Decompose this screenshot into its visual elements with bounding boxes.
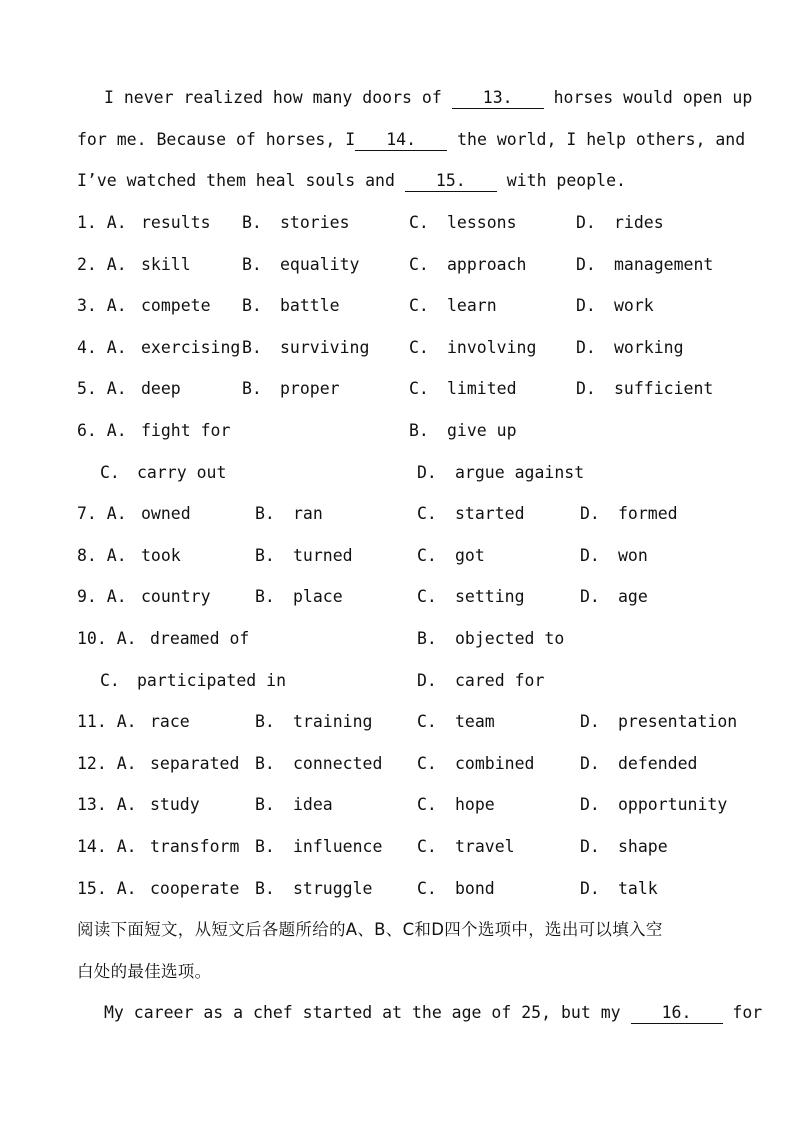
option-d: won [618, 546, 648, 565]
option-d: management [614, 255, 714, 274]
option-d: defended [618, 754, 698, 773]
passage1-line3 [77, 171, 626, 192]
option-d-label: D. [576, 338, 596, 357]
passage1-line1 [104, 88, 752, 109]
passage1-text: with people. [496, 171, 626, 190]
option-c: participated in [137, 671, 287, 690]
option-d-label: D. [580, 837, 600, 856]
passage2-text: for [722, 1003, 763, 1022]
option-d-label: D. [580, 754, 600, 773]
option-b: give up [447, 421, 517, 440]
option-c-label: C. [409, 338, 429, 357]
option-d-label: D. [580, 712, 600, 731]
option-d: sufficient [614, 379, 714, 398]
option-d: work [614, 296, 654, 315]
question-number: 2. A. [77, 255, 127, 274]
option-b-label: B. [255, 504, 275, 523]
option-b: connected [293, 754, 383, 773]
option-b-label: B. [417, 629, 437, 648]
option-d: cared for [455, 671, 545, 690]
option-c-label: C. [100, 463, 120, 482]
option-b-label: B. [242, 213, 262, 232]
option-c: involving [447, 338, 537, 357]
option-d-label: D. [576, 255, 596, 274]
option-d-label: D. [580, 795, 600, 814]
question-number: 10. A. [77, 629, 137, 648]
option-d-label: D. [580, 879, 600, 898]
option-c: carry out [137, 463, 227, 482]
question-number: 1. A. [77, 213, 127, 232]
option-b-label: B. [242, 379, 262, 398]
option-b-label: B. [255, 587, 275, 606]
option-d-label: D. [580, 504, 600, 523]
option-c-label: C. [417, 754, 437, 773]
question-number: 13. A. [77, 795, 137, 814]
option-b: influence [293, 837, 383, 856]
option-b: stories [280, 213, 350, 232]
option-d: rides [614, 213, 664, 232]
option-a: took [141, 546, 181, 565]
option-c-label: C. [417, 879, 437, 898]
question-number: 6. A. [77, 421, 127, 440]
option-d-label: D. [576, 379, 596, 398]
option-b: struggle [293, 879, 373, 898]
question-number: 9. A. [77, 587, 127, 606]
option-c: approach [447, 255, 527, 274]
option-d: opportunity [618, 795, 728, 814]
option-c: lessons [447, 213, 517, 232]
option-d-label: D. [580, 546, 600, 565]
blank-14: 14. [355, 130, 447, 151]
option-b: battle [280, 296, 340, 315]
option-d: shape [618, 837, 668, 856]
option-c-label: C. [409, 379, 429, 398]
instruction-line1: 阅读下面短文，从短文后各题所给的A、B、C和D四个选项中，选出可以填入空 [77, 920, 663, 939]
option-d: working [614, 338, 684, 357]
option-b: training [293, 712, 373, 731]
passage2-line1 [104, 1003, 762, 1024]
option-c: limited [447, 379, 517, 398]
option-b: ran [293, 504, 323, 523]
option-c: got [455, 546, 485, 565]
option-d: formed [618, 504, 678, 523]
question-number: 12. A. [77, 754, 137, 773]
option-c: hope [455, 795, 495, 814]
option-c-label: C. [409, 255, 429, 274]
passage1-text: I’ve watched them heal souls and [77, 171, 405, 190]
passage2-text: My career as a chef started at the age of 25, but my [104, 1003, 631, 1022]
option-c-label: C. [417, 546, 437, 565]
option-c-label: C. [417, 837, 437, 856]
option-c: setting [455, 587, 525, 606]
option-c-label: C. [100, 671, 120, 690]
blank-15: 15. [405, 171, 497, 192]
option-b: turned [293, 546, 353, 565]
option-a: compete [141, 296, 211, 315]
option-d: age [618, 587, 648, 606]
option-a: transform [150, 837, 240, 856]
option-a: skill [141, 255, 191, 274]
option-c-label: C. [417, 795, 437, 814]
option-d-label: D. [576, 213, 596, 232]
option-b: idea [293, 795, 333, 814]
option-c-label: C. [409, 213, 429, 232]
question-number: 5. A. [77, 379, 127, 398]
option-c: travel [455, 837, 515, 856]
blank-16: 16. [631, 1003, 723, 1024]
option-c-label: C. [417, 504, 437, 523]
option-a: exercising [141, 338, 241, 357]
option-b: proper [280, 379, 340, 398]
option-b-label: B. [255, 754, 275, 773]
option-b-label: B. [242, 296, 262, 315]
option-d-label: D. [417, 463, 437, 482]
option-a: results [141, 213, 211, 232]
option-c: bond [455, 879, 495, 898]
option-b-label: B. [409, 421, 429, 440]
passage1-text: the world, I help others, and [447, 130, 746, 149]
option-d: argue against [455, 463, 585, 482]
passage1-text: I never realized how many doors of [104, 88, 452, 107]
option-a: race [150, 712, 190, 731]
option-b-label: B. [242, 255, 262, 274]
option-c-label: C. [409, 296, 429, 315]
option-b-label: B. [255, 712, 275, 731]
option-b: objected to [455, 629, 565, 648]
option-d: talk [618, 879, 658, 898]
passage1-text: for me. Because of horses, I [77, 130, 356, 149]
instruction-line2: 白处的最佳选项。 [77, 962, 212, 981]
option-a: deep [141, 379, 181, 398]
option-a: country [141, 587, 211, 606]
question-number: 3. A. [77, 296, 127, 315]
question-number: 7. A. [77, 504, 127, 523]
option-a: study [150, 795, 200, 814]
question-number: 8. A. [77, 546, 127, 565]
option-c-label: C. [417, 587, 437, 606]
option-c: combined [455, 754, 535, 773]
option-d-label: D. [417, 671, 437, 690]
question-number: 15. A. [77, 879, 137, 898]
option-c: started [455, 504, 525, 523]
blank-13: 13. [452, 88, 544, 109]
option-d-label: D. [580, 587, 600, 606]
option-d: presentation [618, 712, 738, 731]
option-c-label: C. [417, 712, 437, 731]
option-b: place [293, 587, 343, 606]
option-b-label: B. [242, 338, 262, 357]
option-a: fight for [141, 421, 231, 440]
option-a: dreamed of [150, 629, 250, 648]
passage1-line2 [77, 130, 745, 151]
option-b-label: B. [255, 795, 275, 814]
passage1-text: horses would open up [543, 88, 753, 107]
question-number: 4. A. [77, 338, 127, 357]
option-a: separated [150, 754, 240, 773]
question-number: 14. A. [77, 837, 137, 856]
option-c: learn [447, 296, 497, 315]
question-number: 11. A. [77, 712, 137, 731]
option-a: owned [141, 504, 191, 523]
option-d-label: D. [576, 296, 596, 315]
option-b-label: B. [255, 837, 275, 856]
option-b: surviving [280, 338, 370, 357]
option-c: team [455, 712, 495, 731]
option-b: equality [280, 255, 360, 274]
option-b-label: B. [255, 879, 275, 898]
option-b-label: B. [255, 546, 275, 565]
option-a: cooperate [150, 879, 240, 898]
